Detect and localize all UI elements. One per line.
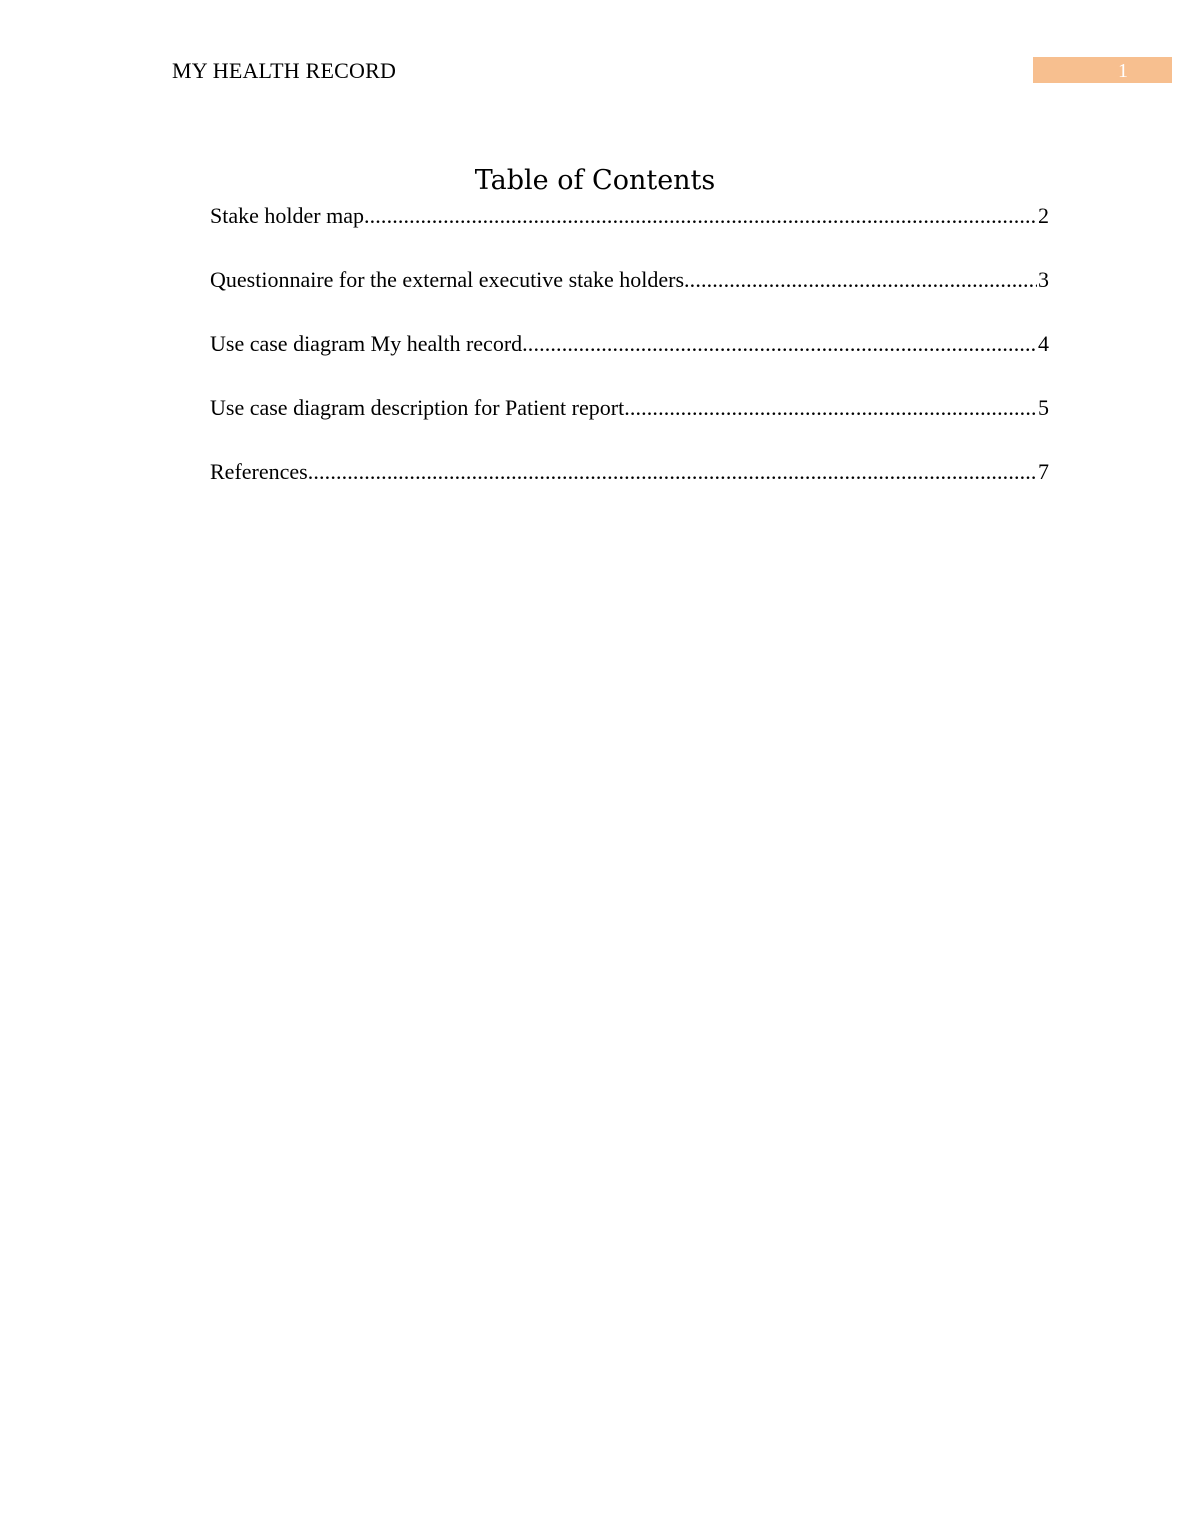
toc-entry[interactable] bbox=[210, 200, 1049, 264]
toc-entry-page[interactable]: 3 bbox=[1038, 267, 1049, 292]
page-number-box bbox=[1033, 57, 1172, 83]
toc-list bbox=[210, 200, 1049, 520]
toc-entry[interactable] bbox=[210, 392, 1049, 456]
running-head: MY HEALTH RECORD bbox=[172, 58, 397, 83]
toc-entry-text[interactable]: Questionnaire for the external executive stake holders bbox=[210, 267, 685, 292]
toc-entry-text[interactable]: Use case diagram description for Patient report bbox=[210, 395, 625, 420]
toc-dot-leader bbox=[308, 456, 1037, 488]
toc-entry-page[interactable]: 5 bbox=[1038, 395, 1049, 420]
toc-dot-leader bbox=[684, 264, 1037, 296]
toc-dot-leader bbox=[364, 200, 1037, 232]
toc-entry-text[interactable]: Stake holder map bbox=[210, 203, 364, 228]
toc-entry-page[interactable]: 4 bbox=[1038, 331, 1049, 356]
toc-entry-page[interactable]: 2 bbox=[1038, 203, 1049, 228]
toc-entry-page[interactable]: 7 bbox=[1038, 459, 1049, 484]
page-number: 1 bbox=[1118, 60, 1128, 82]
toc-entry[interactable] bbox=[210, 264, 1049, 328]
toc-entry[interactable] bbox=[210, 456, 1049, 520]
toc-title: Table of Contents bbox=[474, 165, 716, 196]
toc-dot-leader bbox=[624, 392, 1037, 424]
toc-entry[interactable] bbox=[210, 328, 1049, 392]
toc-entry-text[interactable]: Use case diagram My health record bbox=[210, 331, 523, 356]
toc-entry-text[interactable]: References bbox=[210, 459, 308, 484]
toc-dot-leader bbox=[522, 328, 1037, 360]
